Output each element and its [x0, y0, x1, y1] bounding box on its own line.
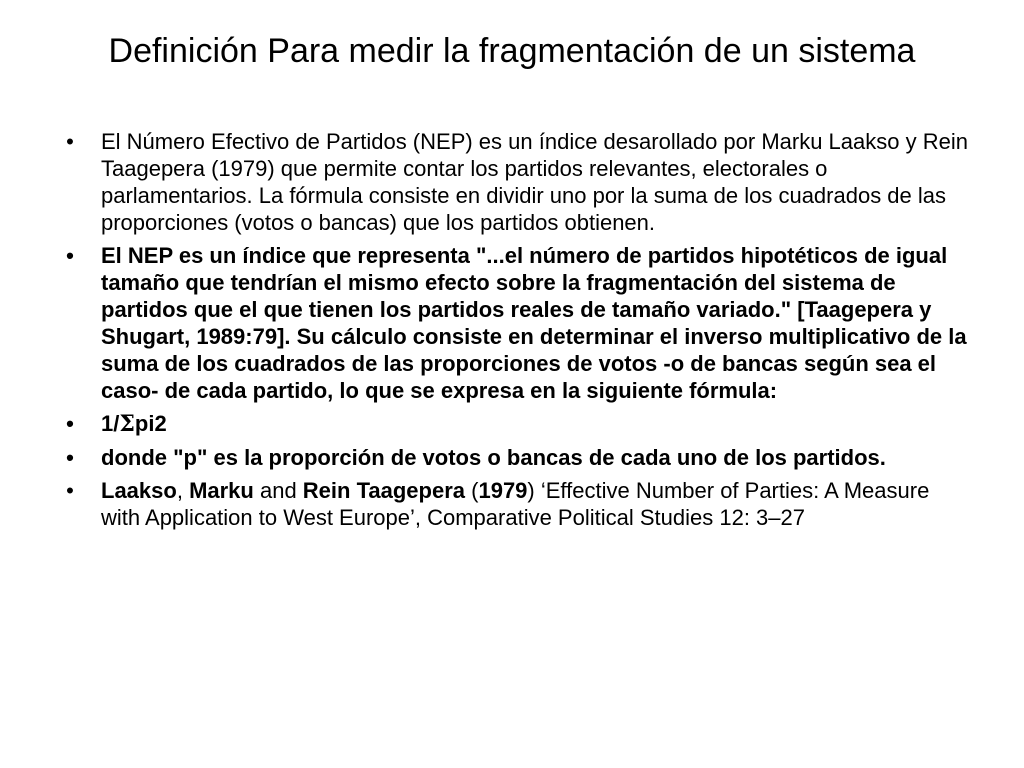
list-item: [60, 444, 970, 471]
citation-paren: ): [527, 478, 535, 503]
formula-explanation: donde "p" es la proporción de votos o bancas de cada uno de los partidos.: [101, 445, 886, 470]
citation-year: 1979: [478, 478, 528, 503]
citation-rest: ‘Effective Number of Parties: A Measure with Application to West Europe’, Comparative Political Studies 12: 3–27: [101, 478, 930, 530]
citation-author-3: Rein Taagepera: [302, 478, 466, 503]
citation-paren: (: [465, 478, 479, 503]
citation-separator: ,: [176, 478, 190, 503]
bullet-icon: •: [66, 243, 74, 268]
citation-author-2: Marku: [189, 478, 254, 503]
citation-separator: and: [253, 478, 303, 503]
formula: [101, 411, 167, 436]
list-item: [60, 410, 970, 438]
bullet-icon: •: [66, 478, 74, 503]
list-item: [60, 242, 970, 404]
bullet-icon: •: [66, 411, 74, 436]
bullet-list: [60, 128, 970, 537]
citation: [101, 478, 929, 530]
sigma-symbol: Σ: [119, 411, 135, 437]
list-item: [60, 477, 970, 531]
formula-prefix: 1/: [101, 411, 120, 436]
nep-quote-text: El NEP es un índice que representa "...el número de partidos hipotéticos de igual tamaño que tendrían el mismo efecto sobre la fragmentación del sistema de partidos que el que tienen los partidos reales de tamaño variado." [Taagepera y Shugart, 1989:79]. Su cálculo consiste en determinar el inverso multiplicativo de la suma de los cuadrados de las proporciones de votos -o de bancas según sea el caso- de cada partido, lo que se expresa en la siguiente fórmula:: [101, 243, 967, 403]
formula-suffix: pi2: [134, 411, 167, 436]
list-item: [60, 128, 970, 236]
bullet-icon: •: [66, 129, 74, 154]
citation-author-1: Laakso: [101, 478, 177, 503]
bullet-icon: •: [66, 445, 74, 470]
slide-title: Definición Para medir la fragmentación de un sistema: [108, 32, 916, 70]
nep-definition-text: El Número Efectivo de Partidos (NEP) es un índice desarollado por Marku Laakso y Rein Taagepera (1979) que permite contar los partidos relevantes, electorales o parlamentarios. La fórmula consiste en dividir uno por la suma de los cuadrados de las proporciones (votos o bancas) que los partidos obtienen.: [101, 129, 968, 235]
